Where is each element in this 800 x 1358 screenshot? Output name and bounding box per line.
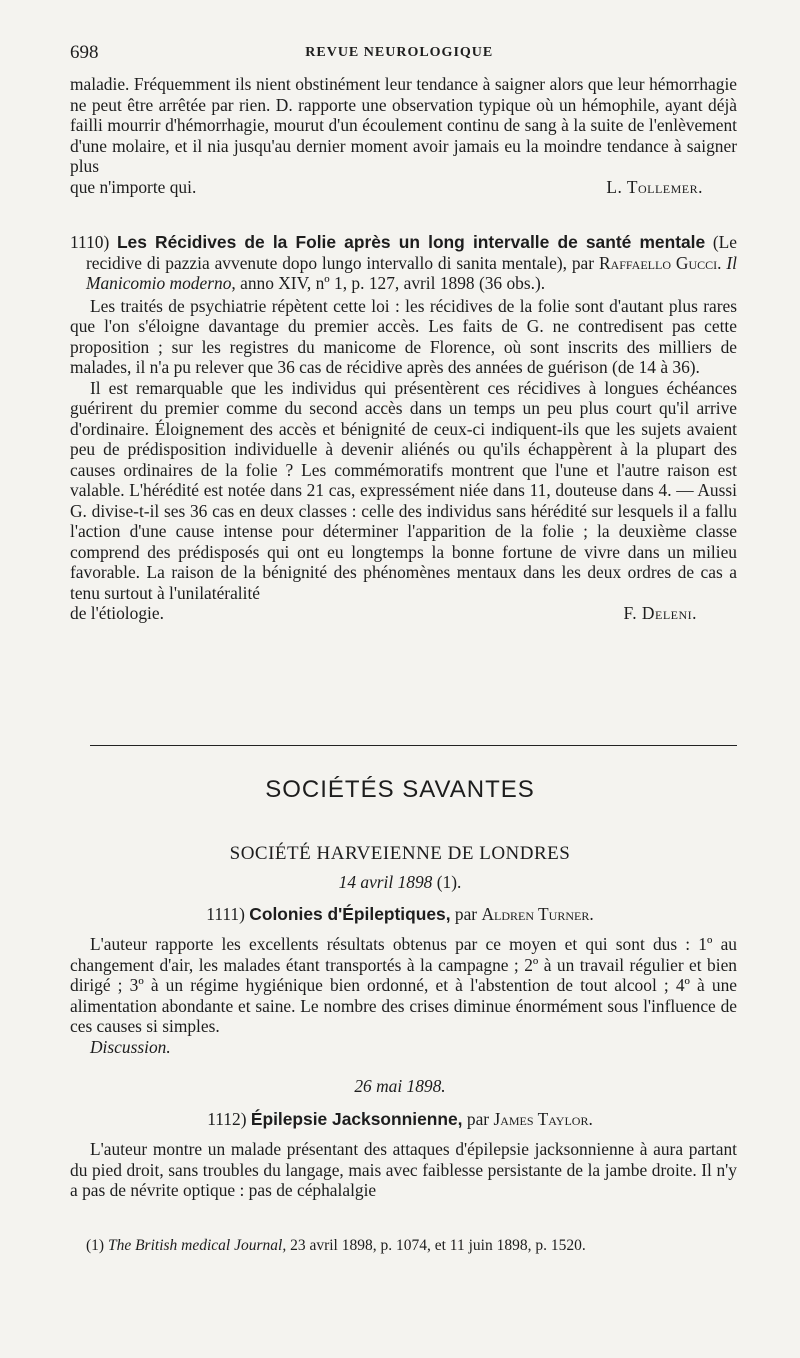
- journal-reference: anno XIV, nº 1, p. 127, avril 1898 (36 obs.).: [240, 273, 546, 293]
- entry-1110-paragraph-2: Il est remarquable que les individus qui présentèrent ces récidives à longues échéances guérirent du premier comme du second accès dans un temps un peu plus court qu'il arrive d'ordinaire. Éloignement des accès et bénignité de ceux-ci indiquent-ils que les sujets avaient peu de prédisposition individuelle à devenir aliénés ou qu'ils échappèrent à la plupart des causes ordinaires de la folie ? Les commémoratifs montrent que l'une et l'autre raison est valable. L'hérédité est notée dans 21 cas, expressément niée dans 11, douteuse dans 4. — Aussi G. divise-t-il ses 36 cas en deux classes : celle des individus sans hérédité sur lesquels il a fallu l'action d'une cause intense pour déterminer l'apparition de la folie ; la deuxième classe comprend des prédisposés qui ont eu longtemps la bonne fortune de vivre dans un milieu favorable. La raison de la bénignité des phénomènes mentaux dans les deux ordres de cas a tenu surtout à l'unilatéralité: [70, 377, 737, 603]
- entry-1111-heading: [0, 904, 800, 925]
- entry-number: 1110): [70, 232, 110, 252]
- signature-deleni: F. Deleni.: [623, 603, 697, 623]
- continued-paragraph: maladie. Fréquemment ils nient obstinément leur tendance à saigner alors que leur hémorrhagie ne peut être arrêtée par rien. D. rapporte une observation typique où un hémophile, ayant déjà failli mourrir d'hémorrhagie, mourut d'un écoulement continu de sang à la suite de l'enlèvement d'une molaire, et il nia jusqu'au dernier moment avoir jamais eu la moindre tendance à saigner plus: [70, 74, 737, 176]
- entry-by: par: [454, 904, 478, 924]
- meeting-date-2: 26 mai 1898.: [354, 1076, 446, 1096]
- society-name: SOCIÉTÉ HARVEIENNE DE LONDRES: [229, 843, 571, 864]
- section-divider: [90, 745, 737, 746]
- section-title: SOCIÉTÉS SAVANTES: [265, 776, 535, 803]
- entry-subtitle: (Le recidive di pazzia avvenute dopo lungo intervallo di sanita mentale), par: [86, 232, 737, 273]
- entry-1110-heading: [70, 232, 737, 294]
- entry-title: Les Récidives de la Folie après un long intervalle de santé mentale: [116, 232, 706, 252]
- entry-1110: [70, 232, 737, 624]
- entry-title: Épilepsie Jacksonnienne,: [250, 1109, 463, 1129]
- entry-1111-body: [70, 934, 737, 1057]
- entry-1111-paragraph: L'auteur rapporte les excellents résultats obtenus par ce moyen et qui sont dus : 1º au changement d'air, les malades étant transportés à la campagne ; 2º à un travail régulier et bien dirigé ; 3º à un régime hygiénique bien ordonné, et à l'abstention de tout alcool ; 4º à une alimentation abondante et saine. Le nombre des crises diminue énormément sous l'influence de ces causes si simples.: [70, 934, 737, 1036]
- entry-author: Raffaello Gucci.: [598, 252, 722, 273]
- footnote-text: 23 avril 1898, p. 1074, et 11 juin 1898, p. 1520.: [290, 1237, 586, 1254]
- footnote-marker: (1): [86, 1237, 105, 1254]
- entry-title: Colonies d'Épileptiques,: [249, 904, 451, 924]
- entry-1112-body: [70, 1139, 737, 1201]
- continued-last-line: que n'importe qui.: [70, 176, 197, 197]
- entry-number: 1111): [206, 904, 245, 924]
- journal-title: Il Manicomio moderno,: [86, 252, 737, 293]
- entry-author: Aldren Turner.: [481, 904, 594, 924]
- footnote-ref: (1).: [436, 872, 462, 892]
- continued-article: [70, 74, 737, 197]
- discussion-label: Discussion.: [90, 1036, 171, 1057]
- running-header: [70, 38, 740, 68]
- entry-1112-paragraph: L'auteur montre un malade présentant des attaques d'épilepsie jacksonnienne à aura partant du pied droit, sans troubles du langage, mais avec faiblesse persistante de la jambe droite. Il n'y a pas de névrite optique : pas de céphalalgie: [70, 1139, 737, 1200]
- entry-1112-heading: [0, 1109, 800, 1130]
- continued-closing-line: [70, 177, 737, 198]
- entry-by: par: [466, 1109, 490, 1129]
- meeting-date-1-text: 14 avril 1898: [338, 872, 433, 892]
- meeting-date-1: [0, 872, 800, 893]
- entry-author: James Taylor.: [493, 1109, 593, 1129]
- footnote: [86, 1237, 736, 1255]
- entry-1110-paragraph-1: Les traités de psychiatrie répètent cette loi : les récidives de la folie sont d'autant plus rares que l'on s'éloigne davantage du premier accès. Les faits de G. ne contredisent pas cette proposition ; sur les registres du manicome de Florence, où sont inscrits des milliers de malades, il n'a pu relever que 36 cas de récidive après des années de guérison (de 14 à 36).: [70, 295, 737, 377]
- signature-tollemer: L. Tollemer.: [606, 176, 703, 197]
- footnote-journal: The British medical Journal,: [107, 1237, 287, 1254]
- entry-number: 1112): [207, 1109, 247, 1129]
- entry-1110-closing-line: [70, 603, 737, 624]
- running-title: REVUE NEUROLOGIQUE: [305, 45, 494, 60]
- entry-1110-last-line: de l'étiologie.: [70, 603, 164, 623]
- page-number: 698: [70, 42, 99, 63]
